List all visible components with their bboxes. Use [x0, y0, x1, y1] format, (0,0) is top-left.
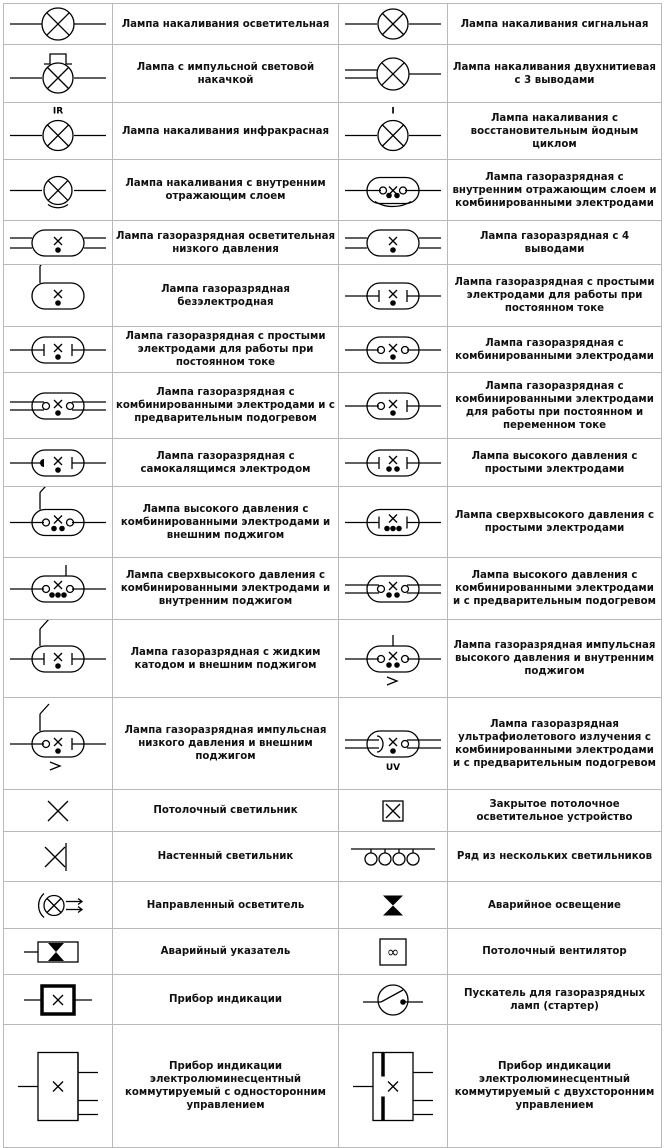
el-panel-one-way-icon [8, 1028, 108, 1145]
symbol-description: Лампа газоразрядная ультрафиолетового излучения с комбинированными электродами и с предварительным подогревом [448, 698, 662, 790]
symbol-cell [4, 4, 113, 45]
symbol-description: Лампа газоразрядная безэлектродная [113, 265, 339, 327]
symbol-description: Пускатель для газоразрядных ламп (стартер) [448, 975, 662, 1025]
table-row [4, 929, 662, 975]
symbol-description: Лампа накаливания инфракрасная [113, 103, 339, 160]
symbol-cell [4, 790, 113, 832]
symbol-cell [339, 558, 448, 620]
four-terminal-discharge-lamp-icon [343, 224, 443, 262]
ac-dc-combined-electrode-lamp-icon [343, 376, 443, 436]
symbol-cell [339, 327, 448, 373]
dc-simple-electrode-lamp-icon [8, 330, 108, 370]
light-row-icon [343, 835, 443, 879]
symbol-description: Лампа газоразрядная с самокалящимся электродом [113, 439, 339, 487]
symbol-description: Лампа сверхвысокого давления с комбинированными электродами и внутренним поджигом [113, 558, 339, 620]
infrared-lamp-icon [8, 106, 108, 157]
indicator-device-icon [8, 978, 108, 1022]
symbol-cell [339, 929, 448, 975]
symbol-description: Лампа газоразрядная импульсная низкого давления и внешним поджигом [113, 698, 339, 790]
symbol-description: Прибор индикации электролюминесцентный коммутируемый с односторонним управлением [113, 1025, 339, 1148]
pulse-low-pressure-lamp-icon [8, 701, 108, 787]
symbol-description: Лампа газоразрядная с простыми электродами для работы при постоянном токе [113, 327, 339, 373]
table-row [4, 698, 662, 790]
ultraviolet-lamp-icon [343, 701, 443, 787]
symbol-description: Лампа газоразрядная с простыми электродами для работы при постоянном токе [448, 265, 662, 327]
symbol-description: Лампа газоразрядная с внутренним отражающим слоем и комбинированными электродами [448, 160, 662, 221]
lamp-symbols-table [3, 3, 662, 1148]
symbol-description: Потолочный вентилятор [448, 929, 662, 975]
symbol-cell [339, 620, 448, 698]
dc-simple-electrode-lamp-icon [343, 268, 443, 324]
symbol-cell [4, 1025, 113, 1148]
symbol-cell [339, 1025, 448, 1148]
symbol-description: Лампа сверхвысокого давления с простыми электродами [448, 487, 662, 558]
symbol-cell [339, 45, 448, 103]
symbol-cell [4, 832, 113, 882]
symbol-cell [339, 221, 448, 265]
symbol-cell [4, 327, 113, 373]
symbol-description: Лампа высокого давления с комбинированными электродами и внешним поджигом [113, 487, 339, 558]
lamp-marking-label: UV [385, 762, 401, 773]
high-pressure-simple-electrode-lamp-icon [343, 442, 443, 484]
table-row [4, 4, 662, 45]
iodine-cycle-lamp-icon [343, 106, 443, 157]
symbol-description: Лампа накаливания с восстановительным йодным циклом [448, 103, 662, 160]
symbol-description: Лампа накаливания с внутренним отражающим слоем [113, 160, 339, 221]
symbol-description: Лампа накаливания сигнальная [448, 4, 662, 45]
table-row [4, 1025, 662, 1148]
ultra-high-pressure-lamp-icon [343, 490, 443, 555]
symbol-description: Лампа газоразрядная с комбинированными электродами и с предварительным подогревом [113, 373, 339, 439]
symbol-cell [339, 439, 448, 487]
self-heating-electrode-lamp-icon [8, 442, 108, 484]
closed-ceiling-fixture-icon [343, 793, 443, 829]
table-row [4, 790, 662, 832]
symbol-cell [4, 373, 113, 439]
symbol-cell [4, 221, 113, 265]
lamp-marking-label: IR [52, 106, 64, 116]
liquid-cathode-lamp-icon [8, 623, 108, 695]
symbol-description: Потолочный светильник [113, 790, 339, 832]
wall-light-icon [8, 835, 108, 879]
symbol-cell [4, 45, 113, 103]
table-row [4, 832, 662, 882]
spotlight-icon [8, 885, 108, 926]
symbol-description: Прибор индикации электролюминесцентный коммутируемый с двухсторонним управлением [448, 1025, 662, 1148]
symbol-description: Лампа накаливания осветительная [113, 4, 339, 45]
symbol-description: Аварийный указатель [113, 929, 339, 975]
symbol-cell [339, 160, 448, 221]
table-row [4, 439, 662, 487]
symbol-description: Лампа газоразрядная с комбинированными электродами [448, 327, 662, 373]
incandescent-signal-lamp-icon [343, 6, 443, 42]
table-row [4, 373, 662, 439]
symbol-cell [4, 558, 113, 620]
starter-icon [343, 978, 443, 1022]
emergency-light-icon [343, 885, 443, 926]
symbol-description: Прибор индикации [113, 975, 339, 1025]
table-row [4, 327, 662, 373]
reflector-discharge-lamp-icon [343, 163, 443, 218]
incandescent-lighting-lamp-icon [8, 6, 108, 42]
symbol-cell [339, 790, 448, 832]
lamp-marking-label: I [391, 106, 395, 116]
symbol-description: Лампа накаливания двухнитиевая с 3 выводами [448, 45, 662, 103]
electrodeless-discharge-lamp-icon [8, 268, 108, 324]
symbol-description: Ряд из нескольких светильников [448, 832, 662, 882]
symbol-cell [339, 265, 448, 327]
reflector-incandescent-lamp-icon [8, 163, 108, 218]
symbol-cell [4, 103, 113, 160]
emergency-sign-icon [8, 932, 108, 972]
symbol-description: Лампа газоразрядная с 4 выводами [448, 221, 662, 265]
symbol-description: Закрытое потолочное осветительное устройство [448, 790, 662, 832]
table-row [4, 45, 662, 103]
symbol-cell [4, 439, 113, 487]
preheat-combined-electrode-lamp-icon [8, 376, 108, 436]
high-pressure-external-ignition-lamp-icon [8, 490, 108, 555]
table-row [4, 160, 662, 221]
symbol-description: Настенный светильник [113, 832, 339, 882]
symbol-cell [4, 620, 113, 698]
symbol-description: Лампа с импульсной световой накачкой [113, 45, 339, 103]
symbol-cell [339, 103, 448, 160]
symbol-cell [4, 882, 113, 929]
symbol-cell [339, 487, 448, 558]
symbol-description: Лампа газоразрядная импульсная высокого давления и внутренним поджигом [448, 620, 662, 698]
symbol-cell [4, 487, 113, 558]
table-row [4, 487, 662, 558]
el-panel-two-way-icon [343, 1028, 443, 1145]
twin-filament-lamp-icon [343, 48, 443, 100]
svg-text:∞: ∞ [386, 942, 400, 961]
symbol-cell [339, 4, 448, 45]
symbol-cell [339, 698, 448, 790]
table-row [4, 558, 662, 620]
symbol-cell [339, 373, 448, 439]
symbol-description: Лампа газоразрядная с жидким катодом и внешним поджигом [113, 620, 339, 698]
table-row [4, 882, 662, 929]
symbol-description: Направленный осветитель [113, 882, 339, 929]
table-row [4, 265, 662, 327]
table-row [4, 620, 662, 698]
symbol-description: Лампа газоразрядная осветительная низкого давления [113, 221, 339, 265]
symbol-cell [4, 929, 113, 975]
low-pressure-discharge-lamp-icon [8, 224, 108, 262]
table-row [4, 221, 662, 265]
symbol-description: Аварийное освещение [448, 882, 662, 929]
symbol-cell [4, 698, 113, 790]
high-pressure-preheat-lamp-icon [343, 561, 443, 617]
pulse-flash-lamp-icon [8, 48, 108, 100]
symbol-cell [339, 975, 448, 1025]
symbol-cell [339, 832, 448, 882]
symbol-description: Лампа высокого давления с комбинированными электродами и с предварительным подогревом [448, 558, 662, 620]
symbol-cell [4, 160, 113, 221]
symbol-description: Лампа высокого давления с простыми электродами [448, 439, 662, 487]
symbol-cell [339, 882, 448, 929]
table-row [4, 975, 662, 1025]
pulse-high-pressure-lamp-icon [343, 623, 443, 695]
table-row [4, 103, 662, 160]
symbol-cell [4, 265, 113, 327]
ceiling-light-icon [8, 793, 108, 829]
symbol-description: Лампа газоразрядная с комбинированными электродами для работы при постоянном и переменном токе [448, 373, 662, 439]
combined-electrode-lamp-icon [343, 330, 443, 370]
ceiling-fan-icon [343, 932, 443, 972]
ultra-high-pressure-internal-ignition-lamp-icon [8, 561, 108, 617]
symbol-cell [4, 975, 113, 1025]
